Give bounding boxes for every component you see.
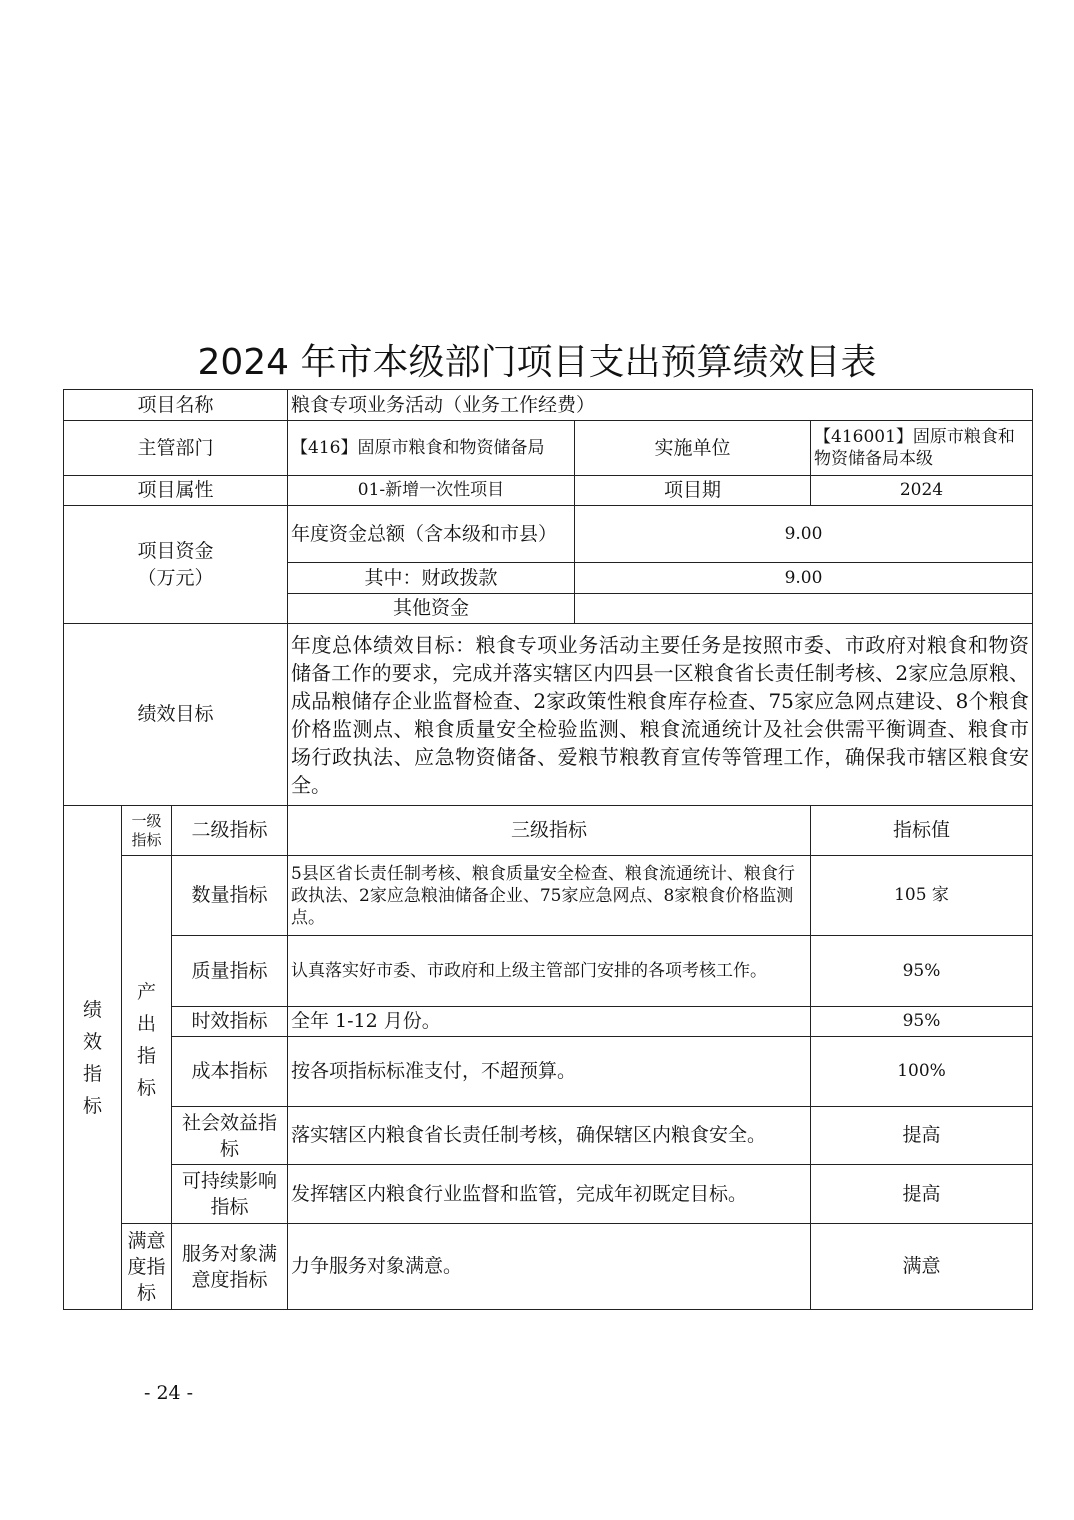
value-project-name: 粮食专项业务活动（业务工作经费） — [288, 390, 1033, 421]
indicator-level3: 落实辖区内粮食省长责任制考核，确保辖区内粮食安全。 — [288, 1107, 811, 1165]
value-other — [575, 594, 1033, 624]
page-number: - 24 - — [144, 1382, 194, 1404]
indicator-value: 满意 — [811, 1224, 1033, 1310]
row-annual-total — [64, 506, 1033, 563]
label-other: 其他资金 — [288, 594, 575, 624]
label-level3: 三级指标 — [288, 806, 811, 856]
indicator-level2: 可持续影响指标 — [172, 1165, 288, 1224]
label-level2: 二级指标 — [172, 806, 288, 856]
indicator-value: 95% — [811, 936, 1033, 1007]
indicator-level2: 数量指标 — [172, 856, 288, 936]
table-row — [64, 856, 1033, 936]
row-indicator-header — [64, 806, 1033, 856]
value-attribute: 01-新增一次性项目 — [288, 476, 575, 506]
indicator-level2: 质量指标 — [172, 936, 288, 1007]
indicator-level2: 服务对象满意度指标 — [172, 1224, 288, 1310]
indicator-value: 95% — [811, 1007, 1033, 1037]
row-department — [64, 421, 1033, 476]
indicator-value: 105 家 — [811, 856, 1033, 936]
table-row — [64, 1224, 1033, 1310]
table-row — [64, 1037, 1033, 1107]
indicator-level3: 发挥辖区内粮食行业监督和监管，完成年初既定目标。 — [288, 1165, 811, 1224]
label-funds — [64, 506, 288, 624]
value-impl-unit: 【416001】固原市粮食和物资储备局本级 — [811, 421, 1033, 476]
table-row — [64, 1107, 1033, 1165]
value-annual-total: 9.00 — [575, 506, 1033, 563]
value-department: 【416】固原市粮食和物资储备局 — [288, 421, 575, 476]
label-perf-indicators: 绩效指标 — [64, 806, 122, 1310]
value-period: 2024 — [811, 476, 1033, 506]
value-goal: 年度总体绩效目标：粮食专项业务活动主要任务是按照市委、市政府对粮食和物资储备工作的要求，完成并落实辖区内四县一区粮食省长责任制考核、2家应急原粮、成品粮储存企业监督检查、2家政策性粮食库存检查、75家应急网点建设、8个粮食价格监测点、粮食质量安全检验监测、粮食流通统计及社会供需平衡调查、粮食市场行政执法、应急物资储备、爱粮节粮教育宣传等管理工作，确保我市辖区粮食安全。 — [288, 624, 1033, 806]
indicator-level2: 社会效益指标 — [172, 1107, 288, 1165]
label-attribute: 项目属性 — [64, 476, 288, 506]
indicator-level3: 全年 1-12 月份。 — [288, 1007, 811, 1037]
label-period: 项目期 — [575, 476, 811, 506]
label-level1: 一级指标 — [122, 806, 172, 856]
row-attribute — [64, 476, 1033, 506]
label-project-name: 项目名称 — [64, 390, 288, 421]
label-impl-unit: 实施单位 — [575, 421, 811, 476]
value-fiscal: 9.00 — [575, 563, 1033, 594]
performance-table — [63, 389, 1033, 1310]
table-row — [64, 936, 1033, 1007]
row-goal — [64, 624, 1033, 806]
indicator-value: 提高 — [811, 1165, 1033, 1224]
indicator-level3: 力争服务对象满意。 — [288, 1224, 811, 1310]
indicator-value: 100% — [811, 1037, 1033, 1107]
label-annual-total: 年度资金总额（含本级和市县） — [288, 506, 575, 563]
label-value: 指标值 — [811, 806, 1033, 856]
indicator-level2: 时效指标 — [172, 1007, 288, 1037]
label-department: 主管部门 — [64, 421, 288, 476]
label-funds-unit: （万元） — [137, 566, 214, 589]
label-goal: 绩效目标 — [64, 624, 288, 806]
indicator-level2: 成本指标 — [172, 1037, 288, 1107]
label-output: 产出指标 — [122, 856, 172, 1224]
indicator-level3: 5县区省长责任制考核、粮食质量安全检查、粮食流通统计、粮食行政执法、2家应急粮油储备企业、75家应急网点、8家粮食价格监测点。 — [288, 856, 811, 936]
page-title: 2024 年市本级部门项目支出预算绩效目表 — [197, 342, 877, 383]
table-row — [64, 1165, 1033, 1224]
label-fiscal: 其中：财政拨款 — [288, 563, 575, 594]
label-funds-title: 项目资金 — [137, 539, 214, 562]
indicator-level3: 按各项指标标准支付，不超预算。 — [288, 1037, 811, 1107]
indicator-value: 提高 — [811, 1107, 1033, 1165]
indicator-level3: 认真落实好市委、市政府和上级主管部门安排的各项考核工作。 — [288, 936, 811, 1007]
table-row — [64, 1007, 1033, 1037]
row-project-name — [64, 390, 1033, 421]
label-satisfaction: 满意度指标 — [122, 1224, 172, 1310]
